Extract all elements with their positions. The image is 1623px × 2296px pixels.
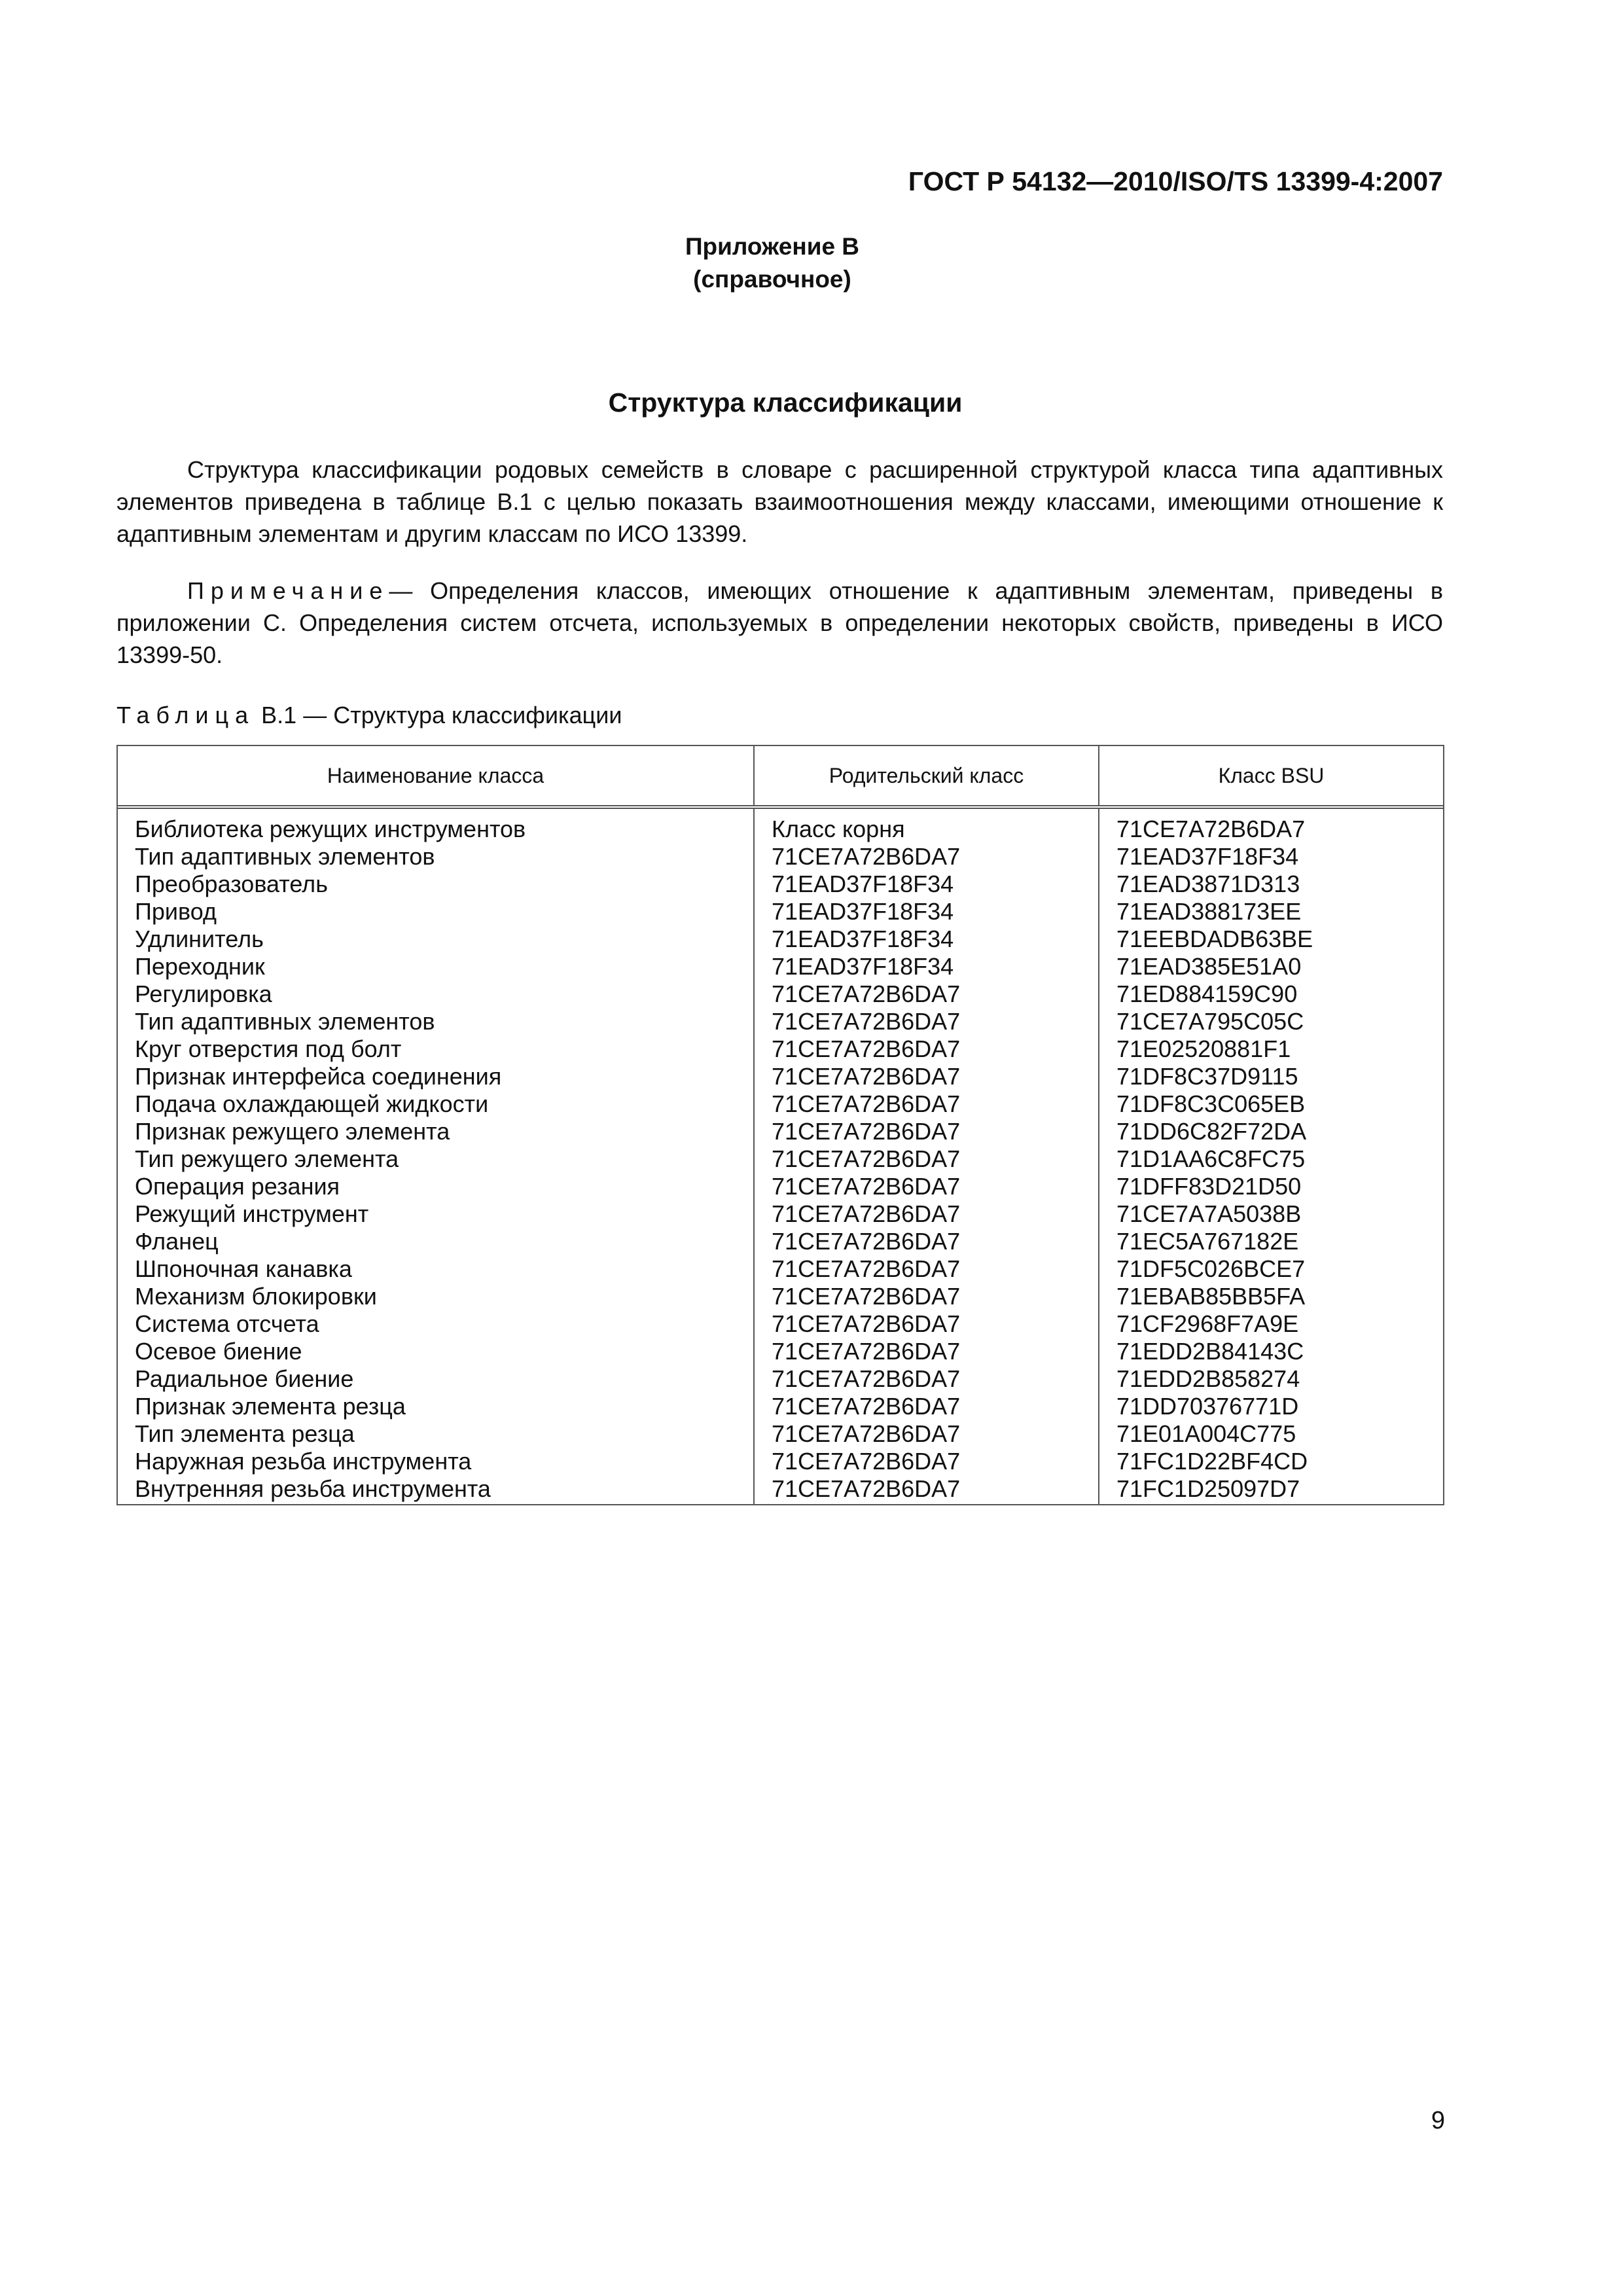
cell-class-name: Привод xyxy=(135,898,217,925)
cell-parent-class: 71CE7A72B6DA7 xyxy=(772,1255,961,1282)
cell-parent-class: 71CE7A72B6DA7 xyxy=(772,1448,961,1475)
cell-bsu-class: 71DD70376771D xyxy=(1116,1393,1299,1420)
cell-parent-class: 71CE7A72B6DA7 xyxy=(772,1283,961,1310)
cell-bsu-class: 71EBAB85BB5FA xyxy=(1116,1283,1306,1310)
table-row xyxy=(118,1200,1443,1228)
table-row xyxy=(118,953,1443,980)
cell-parent-class: 71EAD37F18F34 xyxy=(772,953,954,980)
table-row xyxy=(118,925,1443,953)
cell-parent-class: 71CE7A72B6DA7 xyxy=(772,1475,961,1502)
cell-class-name: Удлинитель xyxy=(135,925,264,952)
cell-bsu-class: 71DF5C026BCE7 xyxy=(1116,1255,1306,1282)
table-body xyxy=(118,816,1443,1503)
cell-class-name: Тип адаптивных элементов xyxy=(135,1008,435,1035)
cell-bsu-class: 71FC1D22BF4CD xyxy=(1116,1448,1308,1475)
page-number: 9 xyxy=(1431,2107,1445,2134)
cell-bsu-class: 71DD6C82F72DA xyxy=(1116,1118,1307,1145)
cell-class-name: Признак режущего элемента xyxy=(135,1118,450,1145)
cell-bsu-class: 71FC1D25097D7 xyxy=(1116,1475,1300,1502)
appendix-heading xyxy=(576,230,969,296)
table-header-row xyxy=(118,746,1443,809)
cell-class-name: Переходник xyxy=(135,953,265,980)
cell-bsu-class: 71CF2968F7A9E xyxy=(1116,1310,1299,1337)
cell-class-name: Тип режущего элемента xyxy=(135,1145,399,1172)
cell-bsu-class: 71EDD2B84143C xyxy=(1116,1338,1304,1365)
cell-parent-class: 71CE7A72B6DA7 xyxy=(772,1200,961,1227)
cell-bsu-class: 71EAD385E51A0 xyxy=(1116,953,1302,980)
cell-parent-class: 71EAD37F18F34 xyxy=(772,870,954,897)
header-parent-class: Родительский класс xyxy=(755,746,1099,805)
cell-class-name: Механизм блокировки xyxy=(135,1283,377,1310)
cell-bsu-class: 71DFF83D21D50 xyxy=(1116,1173,1302,1200)
cell-parent-class: 71EAD37F18F34 xyxy=(772,925,954,952)
table-row xyxy=(118,1338,1443,1365)
document-header: ГОСТ Р 54132—2010/ISO/TS 13399-4:2007 xyxy=(908,166,1443,196)
table-row xyxy=(118,898,1443,925)
table-row xyxy=(118,1118,1443,1145)
note-paragraph xyxy=(116,575,1443,671)
cell-bsu-class: 71EC5A767182E xyxy=(1116,1228,1299,1255)
cell-bsu-class: 71EEBDADB63BE xyxy=(1116,925,1313,952)
table-row xyxy=(118,1283,1443,1310)
cell-parent-class: 71CE7A72B6DA7 xyxy=(772,1090,961,1117)
table-row xyxy=(118,1063,1443,1090)
cell-bsu-class: 71D1AA6C8FC75 xyxy=(1116,1145,1306,1172)
cell-class-name: Операция резания xyxy=(135,1173,340,1200)
cell-bsu-class: 71DF8C37D9115 xyxy=(1116,1063,1298,1090)
cell-bsu-class: 71E01A004C775 xyxy=(1116,1420,1296,1447)
table-row xyxy=(118,980,1443,1008)
table-row xyxy=(118,1420,1443,1448)
table-row xyxy=(118,870,1443,898)
cell-parent-class: 71CE7A72B6DA7 xyxy=(772,1008,961,1035)
cell-parent-class: 71CE7A72B6DA7 xyxy=(772,1420,961,1447)
table-caption-label: Таблица xyxy=(116,702,255,728)
cell-bsu-class: 71CE7A7A5038B xyxy=(1116,1200,1302,1227)
cell-class-name: Радиальное биение xyxy=(135,1365,354,1392)
cell-class-name: Библиотека режущих инструментов xyxy=(135,816,526,842)
table-row xyxy=(118,1365,1443,1393)
cell-class-name: Подача охлаждающей жидкости xyxy=(135,1090,489,1117)
table-row xyxy=(118,816,1443,843)
note-label: Примечание xyxy=(187,577,389,604)
cell-class-name: Наружная резьба инструмента xyxy=(135,1448,472,1475)
cell-class-name: Шпоночная канавка xyxy=(135,1255,352,1282)
cell-bsu-class: 71DF8C3C065EB xyxy=(1116,1090,1306,1117)
header-bsu-class: Класс BSU xyxy=(1218,763,1325,787)
cell-bsu-class: 71EDD2B858274 xyxy=(1116,1365,1300,1392)
note-text: — Определения классов, имеющих отношение к адаптивным элементам, приведены в приложении С. Определения систем отсчета, используемых в определении некоторых свойств, приведены в ИСО 13399-50. xyxy=(116,577,1443,668)
cell-parent-class: 71CE7A72B6DA7 xyxy=(772,1338,961,1365)
appendix-title: Приложение В xyxy=(685,233,860,260)
cell-class-name: Признак элемента резца xyxy=(135,1393,406,1420)
cell-bsu-class: 71E02520881F1 xyxy=(1116,1035,1291,1062)
cell-class-name: Признак интерфейса соединения xyxy=(135,1063,502,1090)
cell-parent-class: Класс корня xyxy=(772,816,905,842)
cell-bsu-class: 71CE7A795C05C xyxy=(1116,1008,1304,1035)
cell-parent-class: 71CE7A72B6DA7 xyxy=(772,1173,961,1200)
cell-bsu-class: 71ED884159C90 xyxy=(1116,980,1298,1007)
section-title: Структура классификации xyxy=(608,387,963,418)
cell-parent-class: 71CE7A72B6DA7 xyxy=(772,1393,961,1420)
cell-parent-class: 71CE7A72B6DA7 xyxy=(772,1365,961,1392)
table-row xyxy=(118,1035,1443,1063)
table-row xyxy=(118,1310,1443,1338)
table-row xyxy=(118,1393,1443,1420)
cell-bsu-class: 71EAD3871D313 xyxy=(1116,870,1300,897)
cell-parent-class: 71EAD37F18F34 xyxy=(772,898,954,925)
table-row xyxy=(118,1228,1443,1255)
cell-class-name: Система отсчета xyxy=(135,1310,319,1337)
table-row xyxy=(118,1255,1443,1283)
classification-table xyxy=(116,745,1444,1505)
table-row xyxy=(118,1145,1443,1173)
table-row xyxy=(118,1008,1443,1035)
cell-class-name: Преобразователь xyxy=(135,870,328,897)
cell-bsu-class: 71EAD37F18F34 xyxy=(1116,843,1299,870)
cell-parent-class: 71CE7A72B6DA7 xyxy=(772,1118,961,1145)
cell-class-name: Регулировка xyxy=(135,980,272,1007)
header-class-name: Наименование класса xyxy=(118,746,755,805)
cell-class-name: Режущий инструмент xyxy=(135,1200,369,1227)
table-row xyxy=(118,1090,1443,1118)
cell-parent-class: 71CE7A72B6DA7 xyxy=(772,1228,961,1255)
cell-parent-class: 71CE7A72B6DA7 xyxy=(772,1035,961,1062)
cell-parent-class: 71CE7A72B6DA7 xyxy=(772,1310,961,1337)
table-caption-text: В.1 — Структура классификации xyxy=(261,702,622,728)
intro-paragraph: Структура классификации родовых семейств в словаре с расширенной структурой класса типа адаптивных элементов приведена в таблице В.1 с целью показать взаимоотношения между классами, имеющими отношение к адаптивным элементам и другим классам по ИСО 13399. xyxy=(116,456,1443,547)
cell-bsu-class: 71EAD388173EE xyxy=(1116,898,1302,925)
cell-parent-class: 71CE7A72B6DA7 xyxy=(772,980,961,1007)
table-row xyxy=(118,1448,1443,1475)
cell-parent-class: 71CE7A72B6DA7 xyxy=(772,1145,961,1172)
cell-class-name: Круг отверстия под болт xyxy=(135,1035,402,1062)
cell-parent-class: 71CE7A72B6DA7 xyxy=(772,1063,961,1090)
cell-class-name: Тип элемента резца xyxy=(135,1420,355,1447)
appendix-subtitle: (справочное) xyxy=(693,266,851,293)
table-caption xyxy=(116,699,622,732)
cell-bsu-class: 71CE7A72B6DA7 xyxy=(1116,816,1306,842)
cell-class-name: Тип адаптивных элементов xyxy=(135,843,435,870)
cell-class-name: Осевое биение xyxy=(135,1338,302,1365)
cell-class-name: Внутренняя резьба инструмента xyxy=(135,1475,491,1502)
table-row xyxy=(118,1173,1443,1200)
cell-parent-class: 71CE7A72B6DA7 xyxy=(772,843,961,870)
cell-class-name: Фланец xyxy=(135,1228,219,1255)
table-row xyxy=(118,843,1443,870)
table-row xyxy=(118,1475,1443,1503)
